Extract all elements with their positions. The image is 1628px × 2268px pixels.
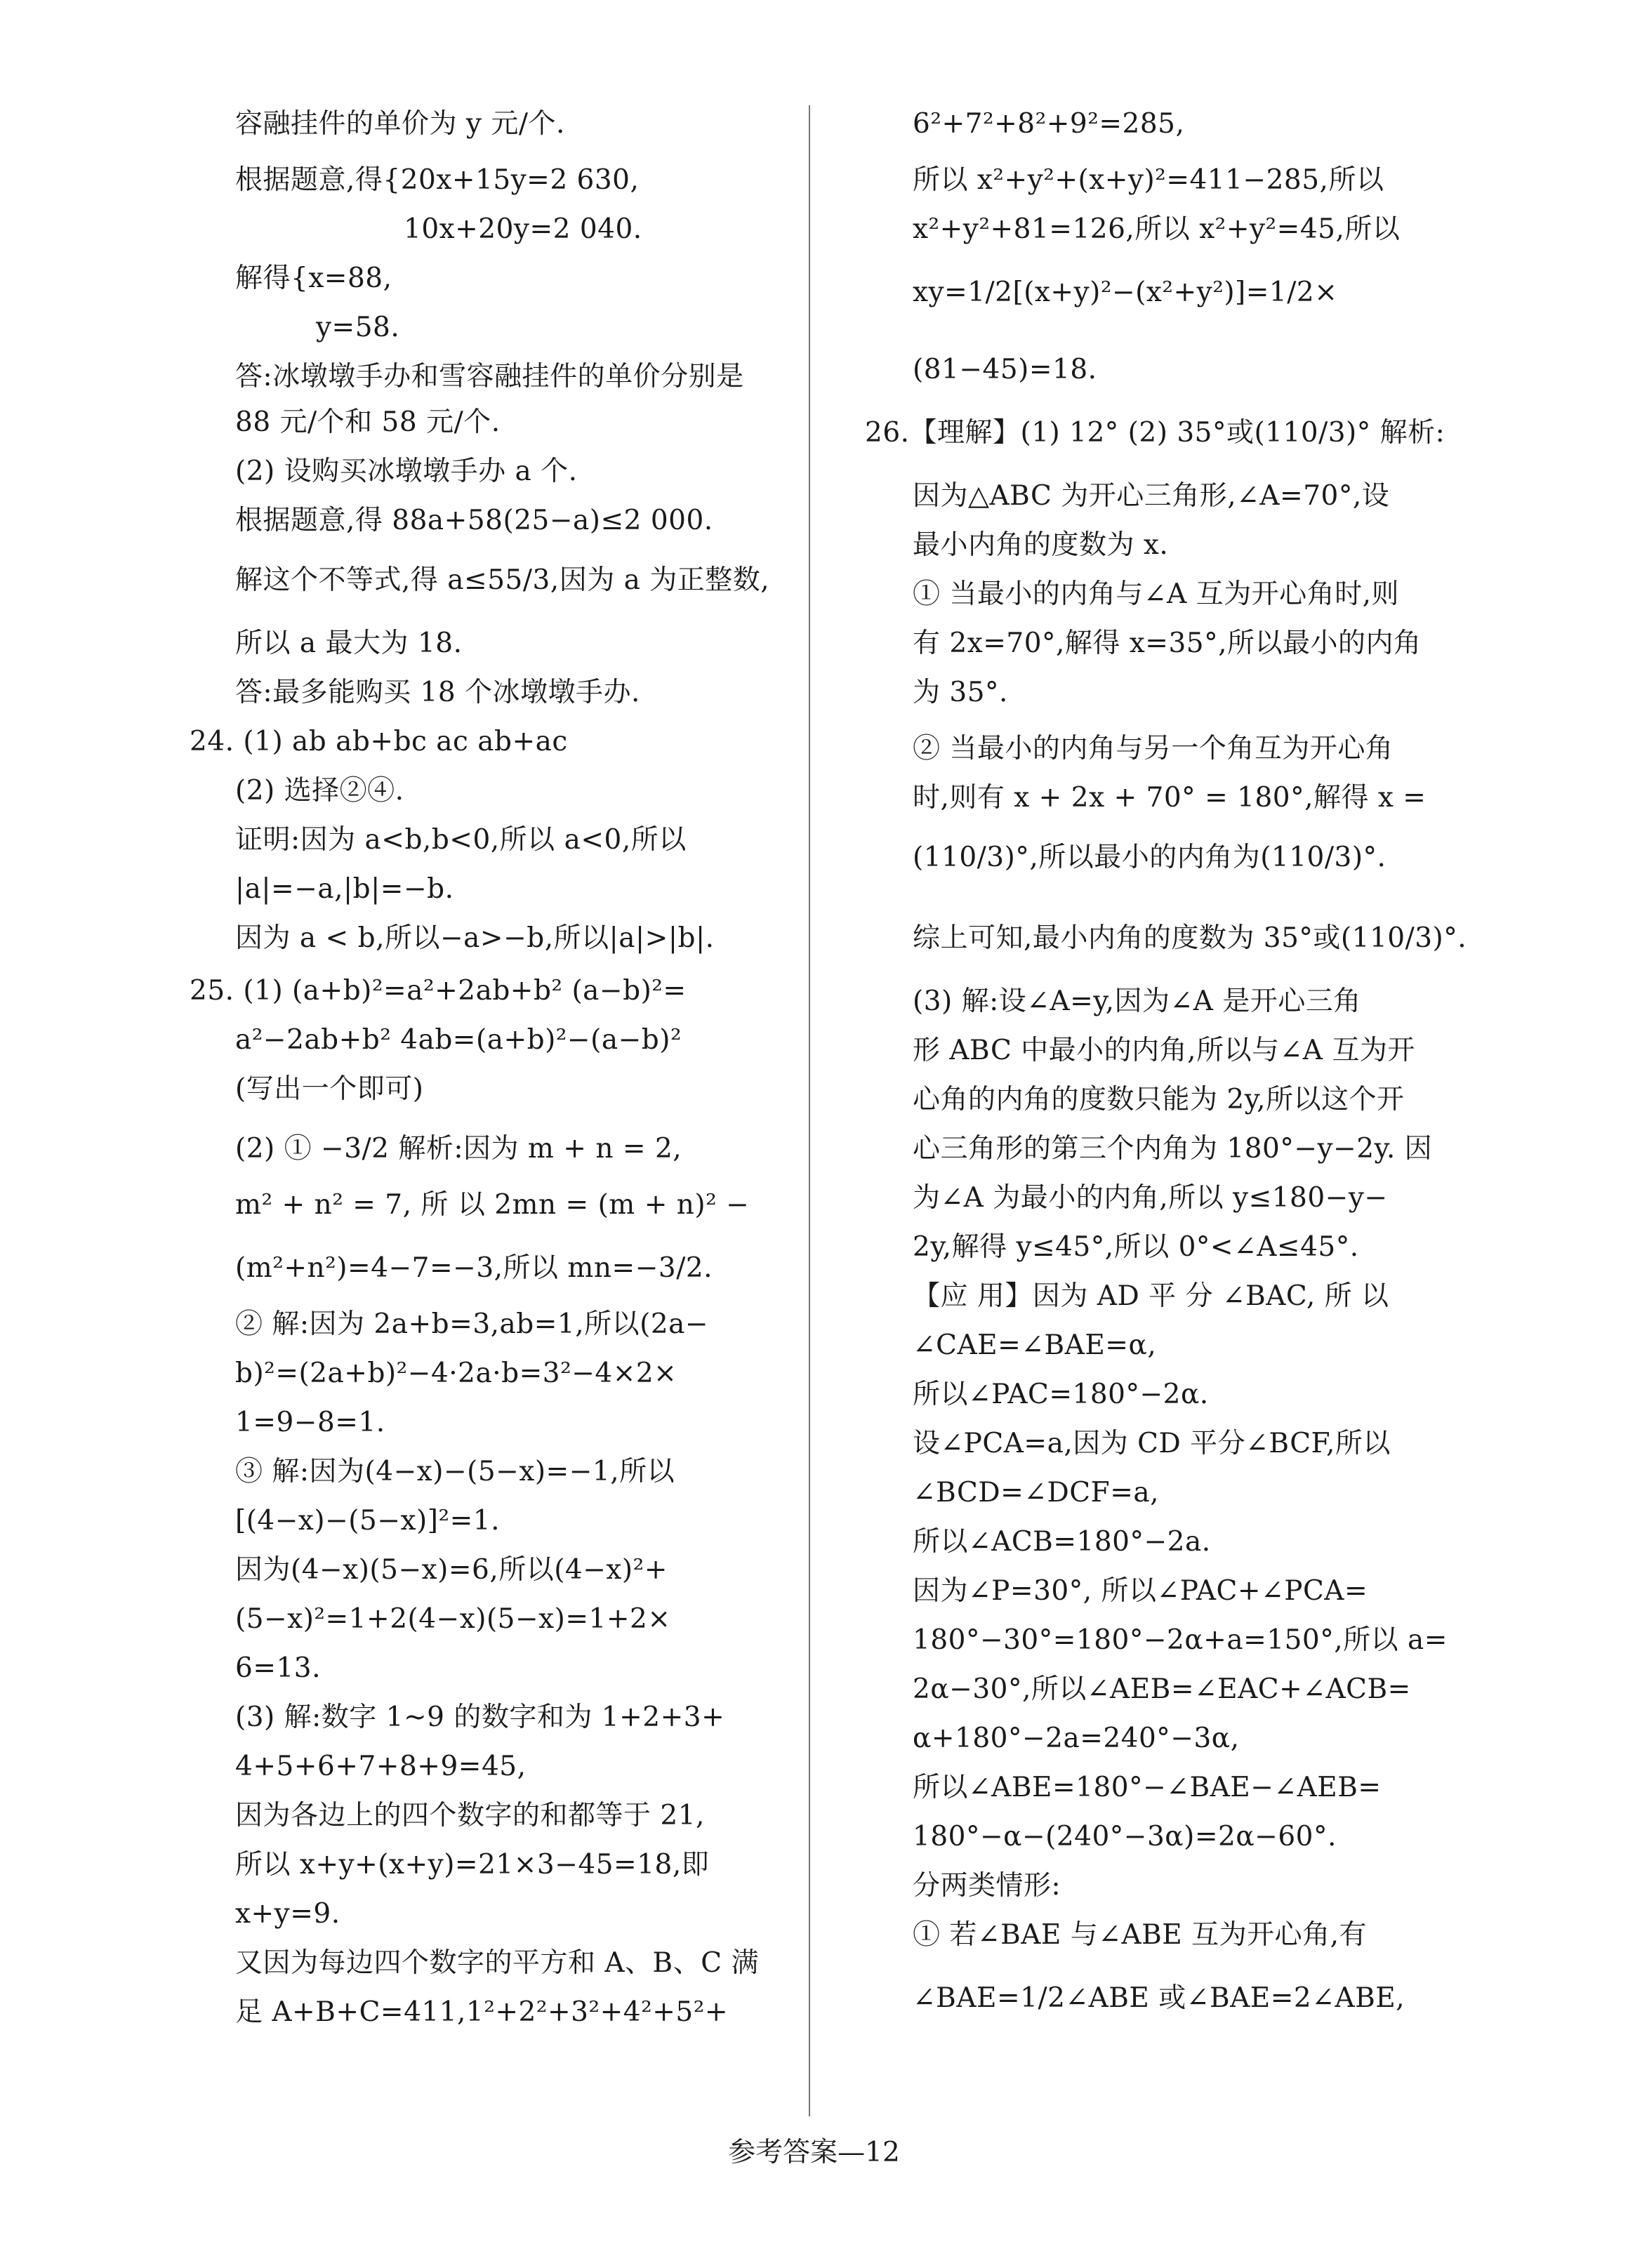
right-line: 所以∠ACB=180°−2a. — [913, 1526, 1211, 1558]
left-line: ③ 解:因为(4−x)−(5−x)=−1,所以 — [235, 1456, 675, 1487]
right-line: x²+y²+81=126,所以 x²+y²=45,所以 — [913, 213, 1401, 245]
left-line: y=58. — [316, 312, 400, 343]
left-line: 25. (1) (a+b)²=a²+2ab+b² (a−b)²= — [190, 975, 687, 1007]
left-line: 答:最多能购买 18 个冰墩墩手办. — [235, 677, 640, 708]
right-line: 2α−30°,所以∠AEB=∠EAC+∠ACB= — [913, 1673, 1411, 1705]
page-footer: 参考答案—12 — [728, 2137, 900, 2168]
left-line: 解这个不等式,得 a≤55/3,因为 a 为正整数, — [235, 564, 770, 596]
left-line: 所以 x+y+(x+y)=21×3−45=18,即 — [235, 1849, 710, 1881]
right-line: 因为△ABC 为开心三角形,∠A=70°,设 — [913, 480, 1390, 512]
right-line: ① 当最小的内角与∠A 互为开心角时,则 — [913, 578, 1400, 610]
left-line: 1=9−8=1. — [235, 1407, 385, 1438]
right-line: ② 当最小的内角与另一个角互为开心角 — [913, 733, 1394, 764]
left-line: 6=13. — [235, 1652, 322, 1684]
left-line: 所以 a 最大为 18. — [235, 628, 463, 659]
right-line: 26.【理解】(1) 12° (2) 35°或(110/3)° 解析: — [865, 417, 1445, 449]
right-line: 所以 x²+y²+(x+y)²=411−285,所以 — [913, 164, 1384, 196]
right-line: 有 2x=70°,解得 x=35°,所以最小的内角 — [913, 628, 1422, 659]
left-line: 88 元/个和 58 元/个. — [235, 406, 501, 438]
right-line: 6²+7²+8²+9²=285, — [913, 108, 1185, 140]
right-line: 心角的内角的度数只能为 2y,所以这个开 — [913, 1084, 1405, 1115]
left-line: (m²+n²)=4−7=−3,所以 mn=−3/2. — [235, 1252, 713, 1284]
left-line: 证明:因为 a<b,b<0,所以 a<0,所以 — [235, 824, 687, 856]
right-line: 心三角形的第三个内角为 180°−y−2y. 因 — [913, 1133, 1433, 1165]
right-line: 时,则有 x + 2x + 70° = 180°,解得 x = — [913, 782, 1427, 814]
right-line: 所以∠PAC=180°−2α. — [913, 1379, 1209, 1410]
left-line: (2) ① −3/2 解析:因为 m + n = 2, — [235, 1133, 682, 1165]
left-line: x+y=9. — [235, 1898, 340, 1930]
right-line: (81−45)=18. — [913, 354, 1097, 385]
right-line: 180°−30°=180°−2α+a=150°,所以 a= — [913, 1624, 1448, 1656]
column-divider — [809, 105, 810, 2116]
left-line: (2) 设购买冰墩墩手办 a 个. — [235, 456, 578, 487]
left-line: 因为各边上的四个数字的和都等于 21, — [235, 1800, 705, 1831]
left-line: b)²=(2a+b)²−4·2a·b=3²−4×2× — [235, 1358, 677, 1389]
left-line: 因为(4−x)(5−x)=6,所以(4−x)²+ — [235, 1554, 668, 1586]
left-line: ② 解:因为 2a+b=3,ab=1,所以(2a− — [235, 1308, 709, 1340]
right-line: 2y,解得 y≤45°,所以 0°<∠A≤45°. — [913, 1231, 1359, 1263]
right-line: 因为∠P=30°, 所以∠PAC+∠PCA= — [913, 1575, 1368, 1607]
left-line: 因为 a < b,所以−a>−b,所以|a|>|b|. — [235, 922, 715, 954]
right-line: 综上可知,最小内角的度数为 35°或(110/3)°. — [913, 922, 1467, 954]
right-line: 为 35°. — [913, 677, 1008, 708]
right-line: ∠CAE=∠BAE=α, — [913, 1329, 1157, 1361]
right-line: xy=1/2[(x+y)²−(x²+y²)]=1/2× — [913, 277, 1338, 308]
left-line: (写出一个即可) — [235, 1073, 424, 1105]
left-line: (2) 选择②④. — [235, 775, 404, 807]
right-line: (3) 解:设∠A=y,因为∠A 是开心三角 — [913, 986, 1361, 1017]
left-line: 足 A+B+C=411,1²+2²+3²+4²+5²+ — [235, 1996, 729, 2028]
left-line: (5−x)²=1+2(4−x)(5−x)=1+2× — [235, 1603, 671, 1635]
right-line: ① 若∠BAE 与∠ABE 互为开心角,有 — [913, 1919, 1368, 1951]
left-line: 24. (1) ab ab+bc ac ab+ac — [190, 726, 568, 757]
left-line: 4+5+6+7+8+9=45, — [235, 1751, 527, 1782]
right-line: ∠BAE=1/2∠ABE 或∠BAE=2∠ABE, — [913, 1982, 1405, 2014]
right-line: 180°−α−(240°−3α)=2α−60°. — [913, 1821, 1337, 1852]
left-line: a²−2ab+b² 4ab=(a+b)²−(a−b)² — [235, 1024, 682, 1056]
right-line: 【应 用】因为 AD 平 分 ∠BAC, 所 以 — [913, 1280, 1389, 1312]
right-line: ∠BCD=∠DCF=a, — [913, 1477, 1160, 1508]
left-line: 答:冰墩墩手办和雪容融挂件的单价分别是 — [235, 361, 744, 392]
right-line: 所以∠ABE=180°−∠BAE−∠AEB= — [913, 1772, 1382, 1803]
left-line: m² + n² = 7, 所 以 2mn = (m + n)² − — [235, 1189, 750, 1221]
left-line: [(4−x)−(5−x)]²=1. — [235, 1505, 500, 1537]
right-line: 设∠PCA=a,因为 CD 平分∠BCF,所以 — [913, 1428, 1391, 1459]
left-line: 10x+20y=2 040. — [404, 213, 642, 245]
right-line: 形 ABC 中最小的内角,所以与∠A 互为开 — [913, 1035, 1415, 1066]
left-line: 根据题意,得{20x+15y=2 630, — [235, 164, 640, 196]
left-line: 根据题意,得 88a+58(25−a)≤2 000. — [235, 505, 713, 536]
right-line: 分两类情形: — [913, 1870, 1061, 1902]
left-line: 解得{x=88, — [235, 263, 392, 294]
right-line: α+180°−2a=240°−3α, — [913, 1723, 1240, 1754]
right-line: 最小内角的度数为 x. — [913, 529, 1169, 561]
left-line: 容融挂件的单价为 y 元/个. — [235, 108, 565, 140]
right-line: (110/3)°,所以最小的内角为(110/3)°. — [913, 842, 1387, 873]
left-line: |a|=−a,|b|=−b. — [235, 873, 454, 905]
left-line: 又因为每边四个数字的平方和 A、B、C 满 — [235, 1947, 759, 1979]
left-line: (3) 解:数字 1~9 的数字和为 1+2+3+ — [235, 1702, 725, 1733]
right-line: 为∠A 为最小的内角,所以 y≤180−y− — [913, 1182, 1388, 1214]
